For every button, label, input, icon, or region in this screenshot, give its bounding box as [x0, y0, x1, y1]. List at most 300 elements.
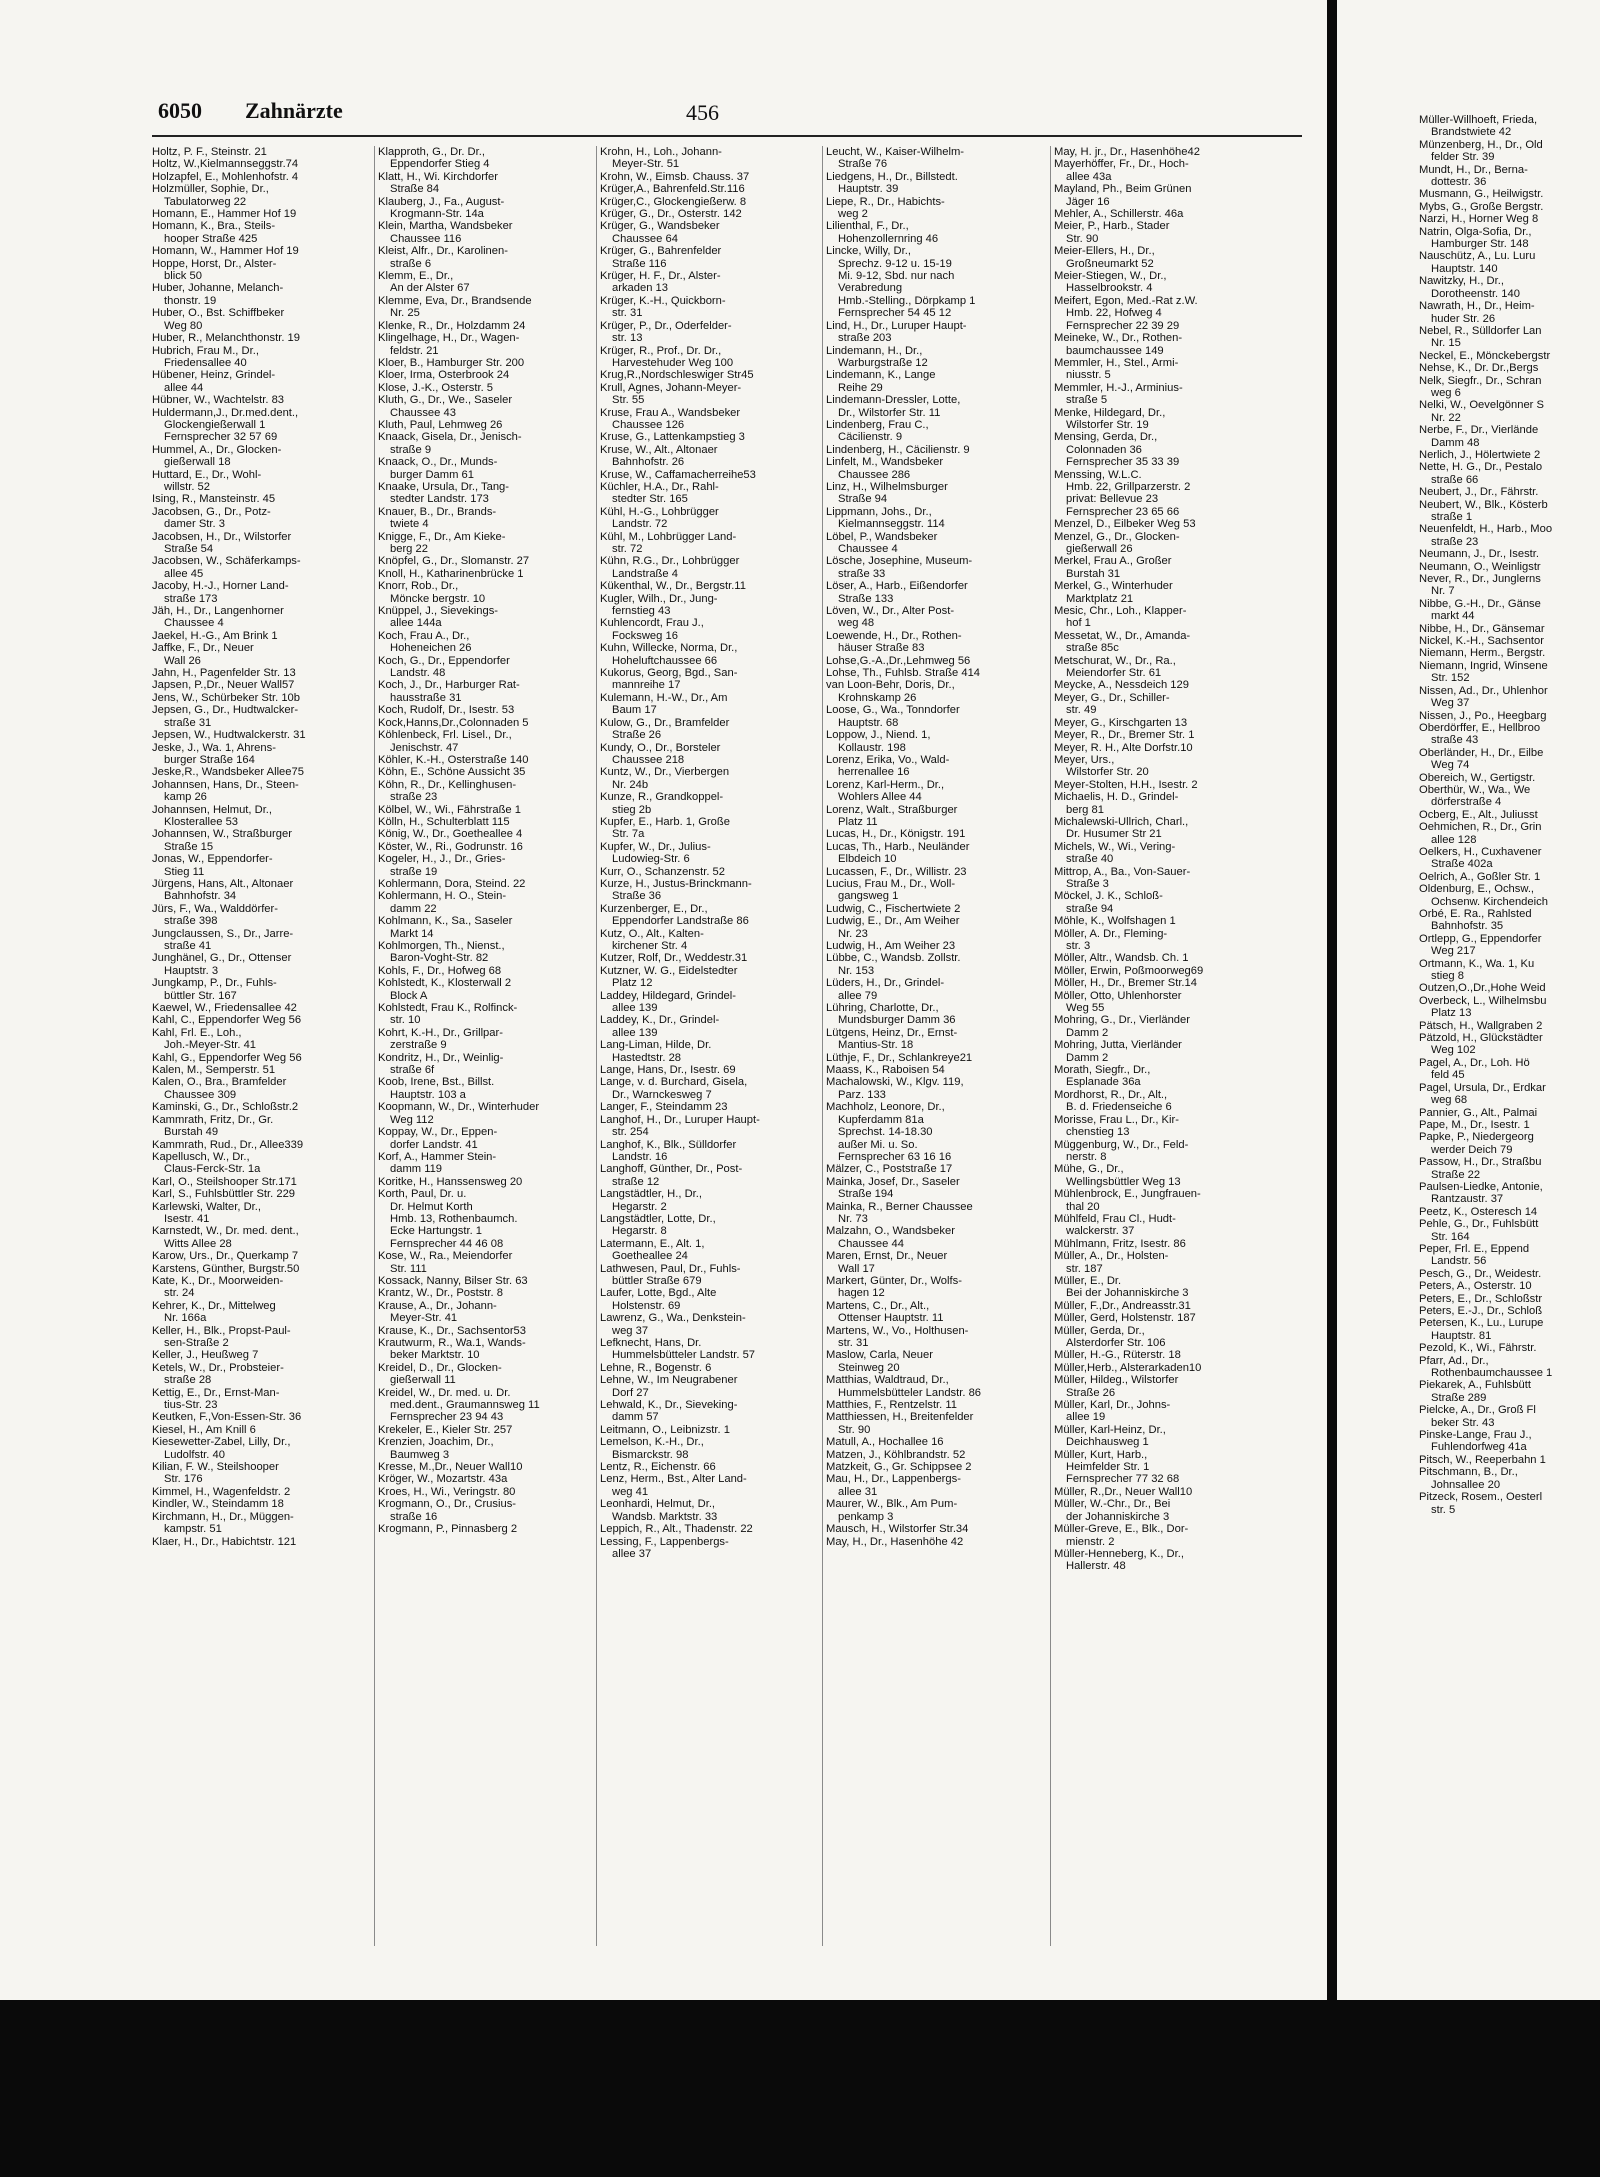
directory-entry-line: Straße 84: [390, 183, 440, 196]
directory-entry-line: Kettig, E., Dr., Ernst-Man-: [152, 1386, 280, 1399]
directory-entry-line: Kindler, W., Steindamm 18: [152, 1498, 284, 1511]
directory-entry-line: Esplanade 36a: [1066, 1076, 1141, 1089]
directory-entry-line: Müller, A., Dr., Holsten-: [1054, 1250, 1169, 1263]
directory-entry-line: Kurzenberger, E., Dr.,: [600, 902, 708, 915]
directory-entry-line: Liepe, R., Dr., Habichts-: [826, 195, 945, 208]
directory-entry-line: tius-Str. 23: [164, 1399, 218, 1412]
directory-entry-line: König, W., Dr., Goetheallee 4: [378, 828, 523, 841]
directory-entry-line: Ludwig, C., Fischertwiete 2: [826, 902, 961, 915]
directory-entry-line: Lilienthal, F., Dr.,: [826, 220, 909, 233]
directory-entry-line: feld 45: [1431, 1069, 1465, 1082]
directory-entry-line: twiete 4: [390, 518, 429, 531]
directory-entry-line: allee 139: [612, 1002, 658, 1015]
directory-entry-line: Str. 55: [612, 394, 645, 407]
directory-entry-line: Bei der Johanniskirche 3: [1066, 1287, 1189, 1300]
directory-entry-line: Kupfer, W., Dr., Julius-: [600, 840, 711, 853]
directory-entry-line: Niemann, Herm., Bergstr.: [1419, 647, 1546, 660]
column-divider: [596, 146, 597, 1946]
directory-entry-line: Müller, R.,Dr., Neuer Wall10: [1054, 1485, 1193, 1498]
directory-entry-line: Nr. 73: [838, 1212, 868, 1225]
directory-entry-line: Isestr. 41: [164, 1212, 210, 1225]
directory-entry-line: Lohse, Th., Fuhlsb. Straße 414: [826, 667, 981, 680]
directory-entry-line: Ochsenw. Kirchendeich: [1431, 895, 1548, 908]
directory-entry-line: Huldermann,J., Dr.med.dent.,: [152, 406, 299, 419]
directory-entry-line: Müller-Willhoeft, Frieda,: [1419, 114, 1538, 126]
directory-entry-line: Dr., Wilstorfer Str. 11: [838, 406, 941, 419]
directory-entry-line: Koob, Irene, Bst., Billst.: [378, 1076, 495, 1089]
directory-entry-line: Damm 48: [1431, 436, 1480, 449]
directory-entry-line: Eppendorfer Landstraße 86: [612, 915, 749, 928]
directory-entry-line: dottestr. 36: [1431, 176, 1487, 189]
directory-entry-line: Karow, Urs., Dr., Querkamp 7: [152, 1250, 299, 1263]
directory-entry-line: Koritke, H., Hanssensweg 20: [378, 1175, 523, 1188]
directory-entry-line: Rantzaustr. 37: [1431, 1193, 1504, 1206]
directory-entry-line: Pagel, Ursula, Dr., Erdkar: [1419, 1081, 1546, 1094]
directory-entry-line: Musmann, G., Heilwigstr.: [1419, 188, 1544, 201]
directory-entry-line: Lüders, H., Dr., Grindel-: [826, 977, 945, 990]
directory-entry-line: Lucius, Frau M., Dr., Woll-: [826, 877, 956, 890]
directory-entry-line: straße 23: [1431, 535, 1479, 548]
directory-entry-line: burger Damm 61: [390, 468, 474, 481]
directory-entry-line: Kundy, O., Dr., Borsteler: [600, 741, 721, 754]
directory-entry-line: Landstr. 56: [1431, 1255, 1487, 1268]
directory-entry-line: Mehler, A., Schillerstr. 46a: [1054, 208, 1184, 221]
directory-entry-line: Alsterdorfer Str. 106: [1066, 1337, 1166, 1349]
directory-entry-line: Str. 152: [1431, 672, 1470, 685]
directory-entry-line: stedter Str. 165: [612, 493, 688, 506]
directory-entry-line: Pitzeck, Rosem., Oesterl: [1419, 1491, 1543, 1504]
directory-entry-line: Meier-Stiegen, W., Dr.,: [1054, 270, 1167, 283]
directory-entry-line: Landstr. 72: [612, 518, 668, 531]
directory-entry-line: Straße 402a: [1431, 858, 1493, 871]
adjacent-page-column: [1419, 114, 1600, 1516]
directory-entry-line: Nelk, Siegfr., Dr., Schran: [1419, 374, 1542, 387]
directory-entry-line: gießerwall 18: [164, 456, 231, 469]
directory-entry-line: Lübbe, C., Wandsb. Zollstr.: [826, 952, 961, 965]
directory-entry-line: Krause, K., Dr., Sachsentor53: [378, 1324, 526, 1337]
directory-entry-line: Krohnskamp 26: [838, 691, 917, 704]
directory-entry-line: Holzapfel, E., Mohlenhofstr. 4: [152, 170, 299, 183]
directory-entry-line: Möller, H., Dr., Bremer Str.14: [1054, 977, 1197, 990]
directory-entry-line: Harvestehuder Weg 100: [612, 356, 734, 369]
directory-entry-line: Martens, C., Dr., Alt.,: [826, 1299, 930, 1312]
directory-entry-line: Krogmann, O., Dr., Crusius-: [378, 1498, 517, 1511]
directory-entry-line: Kossack, Nanny, Bilser Str. 63: [378, 1274, 528, 1287]
directory-entry-line: Meiendorfer Str. 61: [1066, 667, 1162, 680]
directory-entry-line: Fernsprecher 32 57 69: [164, 431, 278, 444]
directory-entry-line: Möckel, J. K., Schloß-: [1054, 890, 1163, 903]
directory-entry-line: dorfer Landstr. 41: [390, 1138, 478, 1151]
directory-entry-line: Hastedtstr. 28: [612, 1051, 682, 1064]
directory-entry-line: Lehne, W., Im Neugrabener: [600, 1374, 738, 1387]
directory-entry-line: Wilstorfer Str. 20: [1066, 766, 1149, 779]
directory-entry-line: Lütgens, Heinz, Dr., Ernst-: [826, 1026, 958, 1039]
directory-entry-line: stedter Landstr. 173: [390, 493, 489, 506]
directory-entry-line: Kruse, W., Alt., Altonaer: [600, 443, 718, 456]
directory-entry-line: Neckel, E., Mönckebergstr: [1419, 349, 1551, 362]
directory-entry-line: Koppay, W., Dr., Eppen-: [378, 1126, 498, 1139]
directory-entry-line: Straße 54: [164, 543, 214, 555]
directory-entry-line: Merkel, G., Winterhuder: [1054, 580, 1173, 593]
directory-entry-line: Möncke bergstr. 10: [390, 592, 486, 605]
directory-entry-line: Kluth, Paul, Lehmweg 26: [378, 418, 503, 431]
directory-entry-line: Kutzer, Rolf, Dr., Weddestr.31: [600, 952, 748, 965]
directory-entry-line: Knoll, H., Katharinenbrücke 1: [378, 567, 524, 580]
directory-entry-line: Lessing, F., Lappenbergs-: [600, 1535, 729, 1548]
directory-entry-line: Jungkamp, P., Dr., Fuhls-: [152, 977, 277, 990]
directory-entry-line: büttler Straße 679: [612, 1274, 702, 1287]
directory-entry-line: Mühlmann, Fritz, Isestr. 86: [1054, 1237, 1186, 1250]
directory-entry-line: Homann, E., Hammer Hof 19: [152, 208, 297, 221]
directory-entry-line: Kühn, R.G., Dr., Lohbrügger: [600, 555, 740, 568]
directory-entry-line: beker Marktstr. 10: [390, 1349, 480, 1362]
directory-entry-line: Ortmann, K., Wa. 1, Ku: [1419, 957, 1535, 970]
directory-entry-line: straße 16: [390, 1510, 438, 1523]
directory-entry-line: Krüger, G., Bahrenfelder: [600, 245, 722, 258]
directory-entry-line: Lüthje, F., Dr., Schlankreye21: [826, 1051, 973, 1064]
directory-entry-line: Straße 22: [1431, 1168, 1481, 1181]
directory-entry-line: Fernsprecher 35 33 39: [1066, 456, 1180, 469]
directory-entry-line: Klosterallee 53: [164, 815, 239, 828]
directory-entry-line: Krause, A., Dr., Johann-: [378, 1299, 497, 1312]
directory-entry-line: Pielcke, A., Dr., Groß Fl: [1419, 1404, 1536, 1417]
directory-entry-line: Weg 74: [1431, 759, 1470, 772]
directory-entry-line: straße 398: [164, 915, 218, 928]
directory-entry-line: Jürs, F., Wa., Walddörfer-: [152, 902, 278, 915]
directory-entry-line: Kölbel, W., Wi., Fährstraße 1: [378, 803, 521, 816]
directory-entry-line: Lenz, Herm., Bst., Alter Land-: [600, 1473, 747, 1486]
directory-entry-line: weg 68: [1431, 1094, 1468, 1107]
directory-entry-line: Maslow, Carla, Neuer: [826, 1349, 933, 1362]
directory-entry-line: Block A: [390, 989, 428, 1002]
directory-entry-line: Parz. 133: [838, 1088, 886, 1101]
directory-entry-line: Str. 90: [1066, 232, 1099, 245]
directory-entry-line: Machholz, Leonore, Dr.,: [826, 1101, 945, 1114]
directory-entry-line: Kresse, M.,Dr., Neuer Wall10: [378, 1461, 523, 1474]
directory-entry-line: Nerlich, J., Hölertwiete 2: [1419, 448, 1541, 461]
directory-entry-line: An der Alster 67: [390, 282, 470, 295]
directory-entry-line: Kruse, W., Caffamacherreihe53: [600, 468, 756, 481]
directory-entry-line: Müller, Kurt, Harb.,: [1054, 1448, 1148, 1461]
directory-entry-line: Kohlmorgen, Th., Nienst.,: [378, 940, 505, 952]
directory-entry-line: Lindemann-Dressler, Lotte,: [826, 394, 961, 407]
directory-entry-line: Koopmann, W., Dr., Winterhuder: [378, 1101, 540, 1114]
directory-entry-line: Huber, O., Bst. Schiffbeker: [152, 307, 285, 320]
directory-entry-line: Jahn, H., Pagenfelder Str. 13: [152, 667, 296, 680]
directory-entry-line: gießerwall 11: [390, 1374, 456, 1387]
directory-entry-line: Mühlfeld, Frau Cl., Hudt-: [1054, 1212, 1176, 1225]
directory-entry-line: Hallerstr. 48: [1066, 1560, 1126, 1573]
directory-entry-line: Fernsprecher 23 94 43: [390, 1411, 504, 1424]
directory-entry-line: Kühl, H.-G., Lohbrügger: [600, 505, 719, 518]
directory-entry-line: str. 31: [612, 307, 643, 320]
directory-entry-line: Machalowski, W., Klgv. 119,: [826, 1076, 964, 1089]
directory-entry-line: berg 81: [1066, 803, 1104, 816]
directory-entry-line: Markt 14: [390, 927, 434, 940]
directory-entry-line: Colonnaden 36: [1066, 443, 1142, 456]
directory-entry-line: Korf, A., Hammer Stein-: [378, 1150, 497, 1163]
directory-entry-line: allee 19: [1066, 1411, 1106, 1424]
directory-entry-line: Jeske, J., Wa. 1, Ahrens-: [152, 741, 276, 754]
directory-entry-line: Fernsprecher 22 39 29: [1066, 319, 1180, 332]
directory-entry-line: Glockengießerwall 1: [164, 418, 266, 431]
directory-entry-line: Karlewski, Walter, Dr.,: [152, 1200, 261, 1213]
directory-entry-line: Krogmann-Str. 14a: [390, 208, 484, 221]
directory-entry-line: straße 5: [1066, 394, 1108, 407]
page-gutter: [1327, 0, 1337, 2000]
directory-entry-line: Latermann, E., Alt. 1,: [600, 1237, 705, 1250]
directory-entry-line: Matthias, Waldtraud, Dr.,: [826, 1374, 949, 1387]
directory-entry-line: Pätzold, H., Glückstädter: [1419, 1032, 1543, 1045]
directory-entry-line: Straße 3: [1066, 877, 1109, 890]
directory-entry-line: Kreidel, D., Dr., Glocken-: [378, 1361, 502, 1374]
directory-entry-line: Löbel, P., Wandsbeker: [826, 530, 938, 543]
directory-entry-line: Hoheluftchaussee 66: [612, 654, 718, 667]
directory-entry-line: Wandsb. Marktstr. 33: [612, 1510, 718, 1523]
directory-entry-line: Dorotheenstr. 140: [1431, 287, 1520, 300]
directory-entry-line: Jaffke, F., Dr., Neuer: [152, 642, 254, 655]
directory-entry-line: privat: Bellevue 23: [1066, 493, 1159, 506]
directory-entry-line: Krüger, G., Wandsbeker: [600, 220, 720, 233]
directory-entry-line: Ludowieg-Str. 6: [612, 853, 690, 866]
directory-entry-line: Cäcilienstr. 9: [838, 431, 903, 444]
directory-entry-line: straße 1: [1431, 511, 1473, 523]
directory-entry-line: Joh.-Meyer-Str. 41: [164, 1039, 257, 1052]
directory-entry-line: Straße 94: [838, 493, 888, 506]
directory-entry-line: nerstr. 8: [1066, 1150, 1107, 1163]
directory-entry-line: Mälzer, C., Poststraße 17: [826, 1163, 953, 1176]
directory-entry-line: Müller, Hildeg., Wilstorfer: [1054, 1374, 1179, 1387]
directory-entry-line: Focksweg 16: [612, 629, 678, 642]
directory-entry-line: Chaussee 309: [164, 1088, 237, 1101]
directory-entry-line: Nette, H. G., Dr., Pestalo: [1419, 461, 1543, 474]
directory-entry-line: Weg 217: [1431, 945, 1476, 958]
directory-entry-line: Platz 13: [1431, 1007, 1472, 1020]
directory-entry-line: Mainka, R., Berner Chaussee: [826, 1200, 973, 1213]
directory-entry-line: Meier, P., Harb., Stader: [1054, 220, 1170, 233]
directory-entry-line: Großneumarkt 52: [1066, 257, 1154, 270]
directory-entry-line: Hamburger Str. 148: [1431, 238, 1529, 251]
directory-entry-line: straße 6f: [390, 1064, 435, 1077]
directory-entry-line: Tabulatorweg 22: [164, 195, 247, 208]
directory-entry-line: Nr. 153: [838, 964, 875, 977]
directory-entry-line: Oberdörffer, E., Hellbroo: [1419, 721, 1541, 734]
directory-entry-line: allee 37: [612, 1547, 652, 1560]
directory-entry-line: straße 94: [1066, 902, 1114, 915]
directory-entry-line: Holtz, P. F., Steinstr. 21: [152, 146, 267, 158]
directory-entry-line: Straße 26: [1066, 1386, 1116, 1399]
directory-entry-line: Pannier, G., Alt., Palmai: [1419, 1106, 1538, 1119]
directory-entry-line: Nissen, Ad., Dr., Uhlenhor: [1419, 684, 1548, 697]
directory-entry-line: Nerbe, F., Dr., Vierlände: [1419, 424, 1539, 437]
directory-entry-line: dörferstraße 4: [1431, 796, 1502, 809]
directory-entry-line: Memmler, H.-J., Arminius-: [1054, 381, 1183, 394]
directory-entry-line: Mantius-Str. 18: [838, 1039, 914, 1052]
directory-entry-line: Damm 2: [1066, 1026, 1109, 1039]
directory-entry-line: Krüger,A., Bahrenfeld.Str.116: [600, 183, 745, 196]
directory-entry-line: Mensing, Gerda, Dr.,: [1054, 431, 1158, 444]
directory-entry-line: weg 6: [1431, 386, 1461, 399]
directory-entry-line: Krautwurm, R., Wa.1, Wands-: [378, 1337, 526, 1349]
directory-entry-line: chenstieg 13: [1066, 1126, 1130, 1139]
directory-entry-line: Knigge, F., Dr., Am Kieke-: [378, 530, 506, 543]
directory-entry-line: Meyer, G., Kirschgarten 13: [1054, 716, 1188, 729]
directory-entry-line: Lehne, R., Bogenstr. 6: [600, 1361, 712, 1374]
directory-entry-line: Müller, Gerda, Dr.,: [1054, 1324, 1145, 1337]
directory-entry-line: niusstr. 5: [1066, 369, 1111, 382]
directory-entry-line: Mau, H., Dr., Lappenbergs-: [826, 1473, 961, 1486]
directory-entry-line: Karnstedt, W., Dr. med. dent.,: [152, 1225, 299, 1238]
directory-entry-line: Kutzner, W. G., Eidelstedter: [600, 964, 738, 977]
directory-entry-line: Kleist, Alfr., Dr., Karolinen-: [378, 245, 508, 258]
directory-entry-line: thonstr. 19: [164, 294, 217, 307]
directory-entry-line: allee 79: [838, 989, 878, 1002]
directory-entry-line: Str. 7a: [612, 828, 645, 841]
directory-entry-line: Kimmel, H., Wagenfeldstr. 2: [152, 1485, 291, 1498]
directory-entry-line: str. 10: [390, 1014, 421, 1027]
directory-entry-line: Morath, Siegfr., Dr.,: [1054, 1064, 1151, 1077]
directory-entry-line: Kahl, C., Eppendorfer Weg 56: [152, 1014, 302, 1027]
directory-entry-line: Kölln, H., Schulterblatt 115: [378, 815, 510, 828]
directory-entry-line: Ketels, W., Dr., Probsteier-: [152, 1361, 284, 1374]
directory-column-5: [1054, 146, 1316, 1573]
directory-entry-line: Platz 12: [612, 977, 653, 990]
directory-entry-line: Leonhardi, Helmut, Dr.,: [600, 1498, 716, 1511]
directory-entry-line: penkamp 3: [838, 1510, 894, 1523]
directory-entry-line: Lawrenz, G., Wa., Denkstein-: [600, 1312, 746, 1325]
directory-entry-line: str. 254: [612, 1126, 649, 1139]
directory-entry-line: Lindenberg, Frau C.,: [826, 418, 929, 431]
directory-entry-line: straße 12: [612, 1175, 660, 1188]
directory-entry-line: straße 41: [164, 940, 212, 952]
directory-entry-line: straße 43: [1431, 734, 1479, 747]
directory-entry-line: Mundsburger Damm 36: [838, 1014, 956, 1027]
directory-entry-line: Pehle, G., Dr., Fuhlsbütt: [1419, 1218, 1539, 1231]
directory-entry-line: Kehrer, K., Dr., Mittelweg: [152, 1299, 276, 1312]
directory-entry-line: Kruse, G., Lattenkampstieg 3: [600, 431, 745, 444]
directory-entry-line: Matthiessen, H., Breitenfelder: [826, 1411, 974, 1424]
directory-entry-line: Knaack, Gisela, Dr., Jenisch-: [378, 431, 522, 444]
directory-entry-line: Hmb.-Stelling., Dörpkamp 1: [838, 294, 976, 307]
directory-entry-line: Köster, W., Ri., Godrunstr. 16: [378, 840, 523, 853]
directory-entry-line: Laddey, Hildegard, Grindel-: [600, 989, 736, 1002]
directory-entry-line: Langstädtler, Lotte, Dr.,: [600, 1212, 716, 1225]
directory-entry-line: Krüger, H. F., Dr., Alster-: [600, 270, 721, 283]
directory-entry-line: Lucas, Th., Harb., Neuländer: [826, 840, 970, 853]
directory-entry-line: Hummelsbütteler Landstr. 86: [838, 1386, 982, 1399]
directory-entry-line: Kloer, Irma, Osterbrook 24: [378, 369, 510, 382]
directory-entry-line: Köhn, E., Schöne Aussicht 35: [378, 766, 526, 779]
directory-entry-line: Jäger 16: [1066, 195, 1110, 208]
directory-entry-line: Mesic, Chr., Loh., Klapper-: [1054, 605, 1187, 618]
directory-entry-line: Krüger,C., Glockengießerw. 8: [600, 195, 747, 208]
directory-entry-line: zerstraße 9: [390, 1039, 447, 1052]
directory-entry-line: Löser, A., Harb., Eißendorfer: [826, 580, 968, 593]
directory-entry-line: Oberthür, W., Wa., We: [1419, 783, 1531, 796]
directory-entry-line: Neumann, J., Dr., Isestr.: [1419, 548, 1539, 561]
directory-entry-line: Meifert, Egon, Med.-Rat z.W.: [1054, 294, 1198, 307]
section-number: 6050: [158, 98, 202, 123]
directory-entry-line: Friedensallee 40: [164, 356, 247, 369]
directory-entry-line: Str. 111: [390, 1262, 427, 1275]
directory-entry-line: Jens, W., Schürbeker Str. 10b: [152, 691, 300, 704]
directory-entry-line: str. 49: [1066, 704, 1097, 717]
directory-entry-line: Mordhorst, R., Dr., Alt.,: [1054, 1088, 1168, 1101]
directory-entry-line: allee 44: [164, 381, 204, 394]
directory-entry-line: Krull, Agnes, Johann-Meyer-: [600, 381, 742, 394]
directory-entry-line: außer Mi. u. So.: [838, 1138, 918, 1151]
directory-entry-line: Mayerhöffer, Fr., Dr., Hoch-: [1054, 158, 1189, 171]
directory-entry-line: arkaden 13: [612, 282, 668, 295]
directory-entry-line: kirchener Str. 4: [612, 940, 688, 952]
directory-entry-line: allee 128: [1431, 833, 1477, 846]
directory-entry-line: Chaussee 44: [838, 1237, 904, 1250]
directory-entry-line: gießerwall 26: [1066, 543, 1133, 555]
directory-entry-line: Oelrich, A., Goßler Str. 1: [1419, 870, 1541, 883]
directory-entry-line: Neubert, J., Dr., Fährstr.: [1419, 486, 1539, 499]
directory-entry-line: Laufer, Lotte, Bgd., Alte: [600, 1287, 717, 1300]
directory-entry-line: Kahl, Frl. E., Loh.,: [152, 1026, 242, 1039]
directory-entry-line: Straße 133: [838, 592, 894, 605]
directory-entry-line: Holtz, W.,Kielmannseggstr.74: [152, 158, 299, 171]
directory-entry-line: Peters, E., Dr., Schloßstr: [1419, 1292, 1543, 1305]
directory-entry-line: Landstraße 4: [612, 567, 678, 580]
directory-entry-line: Elbdeich 10: [838, 853, 897, 866]
column-divider: [1050, 146, 1051, 1946]
directory-entry-line: mienstr. 2: [1066, 1535, 1115, 1548]
directory-entry-line: Laddey, K., Dr., Grindel-: [600, 1014, 720, 1027]
directory-entry-line: Oberländer, H., Dr., Eilbe: [1419, 746, 1544, 759]
directory-entry-line: Meyer-Str. 41: [390, 1312, 458, 1325]
directory-entry-line: straße 40: [1066, 853, 1114, 866]
directory-entry-line: Krantz, W., Dr., Poststr. 8: [378, 1287, 503, 1300]
directory-entry-line: Matull, A., Hochallee 16: [826, 1436, 944, 1449]
directory-entry-line: Müller, Gerd, Holstenstr. 187: [1054, 1312, 1196, 1325]
directory-entry-line: Landstr. 48: [390, 667, 446, 680]
directory-entry-line: damer Str. 3: [164, 518, 225, 531]
directory-entry-line: Menzel, G., Dr., Glocken-: [1054, 530, 1180, 543]
directory-entry-line: werder Deich 79: [1431, 1143, 1513, 1156]
directory-entry-line: Kohlermann, Dora, Steind. 22: [378, 877, 526, 890]
directory-entry-line: Fernsprecher 63 16 16: [838, 1150, 952, 1163]
directory-entry-line: Kruse, Frau A., Wandsbeker: [600, 406, 741, 419]
directory-entry-line: Obereich, W., Gertigstr.: [1419, 771, 1536, 784]
directory-entry-line: Nehse, K., Dr. Dr.,Bergs: [1419, 362, 1539, 375]
directory-entry-line: Nr. 24b: [612, 778, 649, 791]
directory-entry-line: Jäh, H., Dr., Langenhorner: [152, 605, 284, 618]
directory-entry-line: Chaussee 218: [612, 753, 685, 766]
directory-entry-line: Lippmann, Johs., Dr.,: [826, 505, 932, 518]
directory-entry-line: Weg 37: [1431, 697, 1470, 710]
directory-entry-line: Meier-Ellers, H., Dr.,: [1054, 245, 1155, 258]
directory-entry-line: Loose, G., Wa., Tonndorfer: [826, 704, 960, 717]
directory-entry-line: Nawitzky, H., Dr.,: [1419, 275, 1504, 288]
directory-entry-line: Kuhlencordt, Frau J.,: [600, 617, 704, 630]
directory-entry-line: Mybs, G., Große Bergstr.: [1419, 200, 1544, 213]
directory-entry-line: Lorenz, Walt., Straßburger: [826, 803, 958, 816]
directory-column-4: [826, 146, 1048, 1548]
directory-entry-line: Lemelson, K.-H., Dr.,: [600, 1436, 704, 1449]
directory-entry-line: Outzen,O.,Dr.,Hohe Weid: [1419, 982, 1546, 995]
directory-entry-line: Weg 112: [390, 1113, 434, 1126]
directory-entry-line: Kühl, M., Lohbrügger Land-: [600, 530, 737, 543]
directory-entry-line: str. 72: [612, 543, 643, 555]
directory-entry-line: walckerstr. 37: [1066, 1225, 1135, 1238]
directory-entry-line: Leitmann, O., Leibnizstr. 1: [600, 1423, 730, 1436]
directory-entry-line: Ising, R., Mansteinstr. 45: [152, 493, 276, 506]
directory-entry-line: Kose, W., Ra., Meiendorfer: [378, 1250, 513, 1263]
directory-entry-line: Oehmichen, R., Dr., Grin: [1419, 821, 1542, 834]
